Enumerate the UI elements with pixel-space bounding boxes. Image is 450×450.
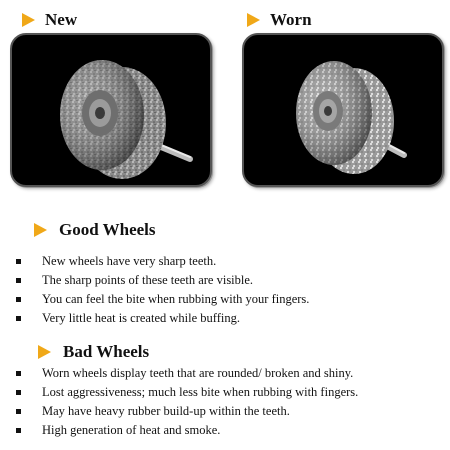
list-item: Worn wheels display teeth that are rounded/ broken and shiny. [0,364,440,383]
list-item: You can feel the bite when rubbing with your fingers. [0,290,440,309]
triangle-bullet-icon [22,13,35,27]
image-panel-worn-wheel [242,33,444,187]
bad-wheels-list [0,364,440,440]
wheel-image-new [12,35,210,185]
list-item: Lost aggressiveness; much less bite when rubbing with fingers. [0,383,440,402]
section-heading-good [34,220,156,240]
panel-label-worn [247,9,312,31]
list-item: Very little heat is created while buffing. [0,309,440,328]
list-item: The sharp points of these teeth are visible. [0,271,440,290]
list-item: High generation of heat and smoke. [0,421,440,440]
triangle-bullet-icon [34,223,47,237]
wheel-image-worn [244,35,442,185]
section-title-good: Good Wheels [59,220,156,239]
list-item: May have heavy rubber build-up within the teeth. [0,402,440,421]
section-title-bad: Bad Wheels [63,342,150,361]
panel-title-worn: Worn [270,10,312,29]
triangle-bullet-icon [247,13,260,27]
panel-title-new: New [45,10,78,29]
section-heading-bad [38,342,149,362]
image-panel-new-wheel [10,33,212,187]
good-wheels-list [0,252,440,328]
triangle-bullet-icon [38,345,51,359]
list-item: New wheels have very sharp teeth. [0,252,440,271]
panel-label-new [22,9,77,31]
